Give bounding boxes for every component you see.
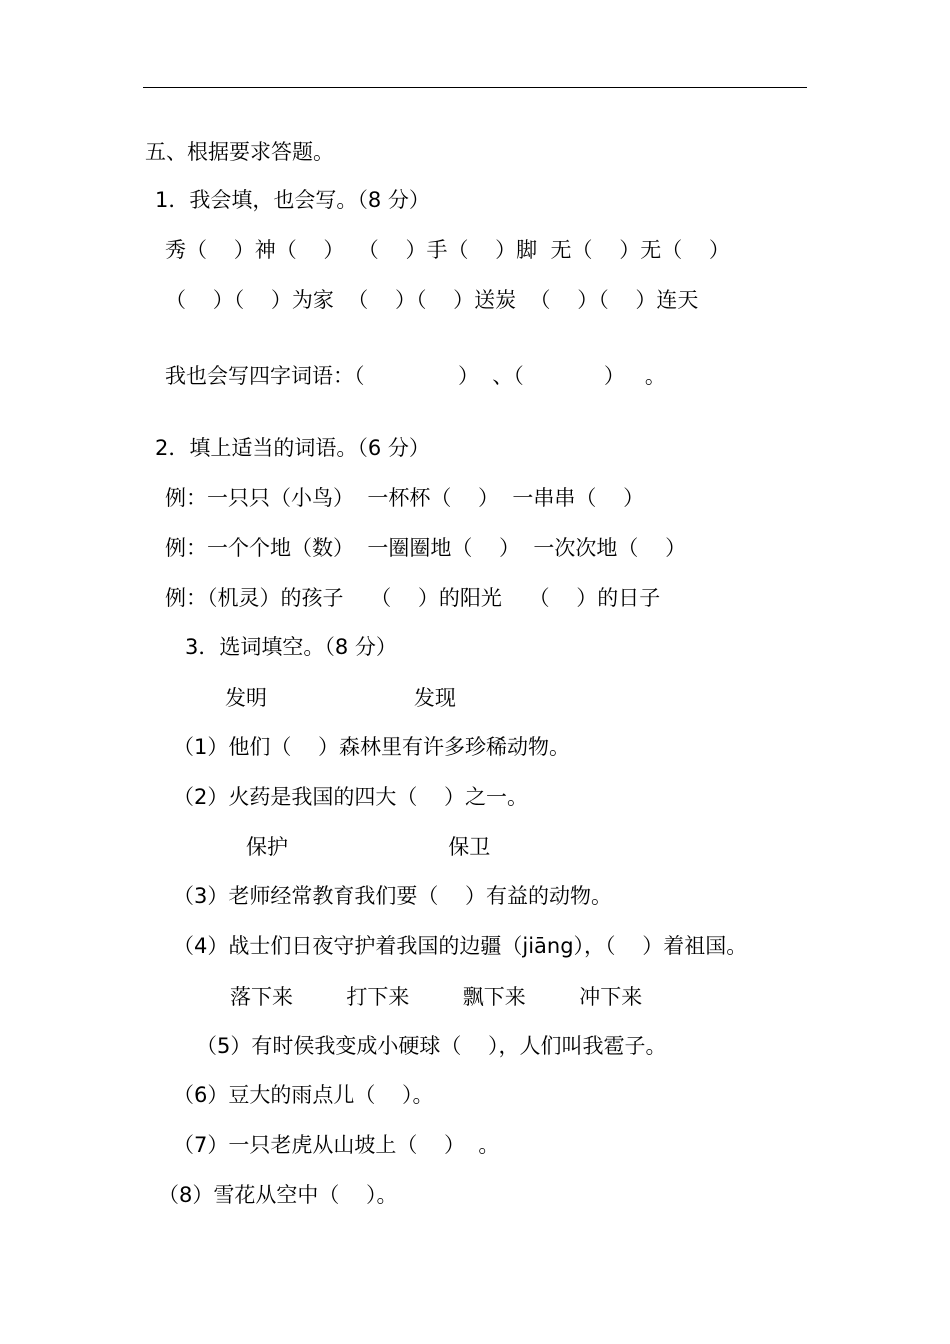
section-heading: 五、根据要求答题。: [145, 140, 334, 164]
q3-item-2: （2）火药是我国的四大（ ）之一。: [173, 785, 529, 809]
q3-item-7: （7）一只老虎从山坡上（ ） 。: [173, 1133, 500, 1157]
q3-item-1: （1）他们（ ）森林里有许多珍稀动物。: [173, 735, 571, 759]
q3-word-group-2: 保护 保卫: [246, 835, 491, 859]
q3-item-8: （8）雪花从空中（ ）。: [158, 1183, 398, 1207]
q1-row-3: 我也会写四字词语：（ ） 、（ ） 。: [165, 364, 666, 388]
q3-word-group-3: 落下来 打下来 飘下来 冲下来: [230, 985, 643, 1009]
q2-row-3: 例：（机灵）的孩子 （ ）的阳光 （ ）的日子: [165, 586, 661, 610]
q3-item-3: （3）老师经常教育我们要（ ）有益的动物。: [173, 884, 613, 908]
q1-row-2: （ ）（ ）为家 （ ）（ ）送炭 （ ）（ ）连天: [165, 288, 699, 312]
q2-title: 2．填上适当的词语。（6 分）: [155, 436, 430, 460]
header-rule: [143, 87, 807, 88]
q2-row-1: 例：一只只（小鸟） 一杯杯（ ） 一串串（ ）: [165, 486, 645, 510]
q3-title: 3．选词填空。（8 分）: [185, 635, 397, 659]
q3-item-4: （4）战士们日夜守护着我国的边疆（jiāng），（ ）着祖国。: [173, 934, 748, 958]
q1-title: 1．我会填，也会写。（8 分）: [155, 188, 430, 212]
q3-word-group-1: 发明 发现: [225, 686, 456, 710]
q3-item-5: （5）有时侯我变成小硬球（ ），人们叫我雹子。: [196, 1034, 667, 1058]
q2-row-2: 例：一个个地（数） 一圈圈地（ ） 一次次地（ ）: [165, 536, 687, 560]
q3-item-6: （6）豆大的雨点儿（ ）。: [173, 1083, 434, 1107]
q1-row-1: 秀（ ）神（ ） （ ）手（ ）脚 无（ ）无（ ）: [165, 238, 730, 262]
